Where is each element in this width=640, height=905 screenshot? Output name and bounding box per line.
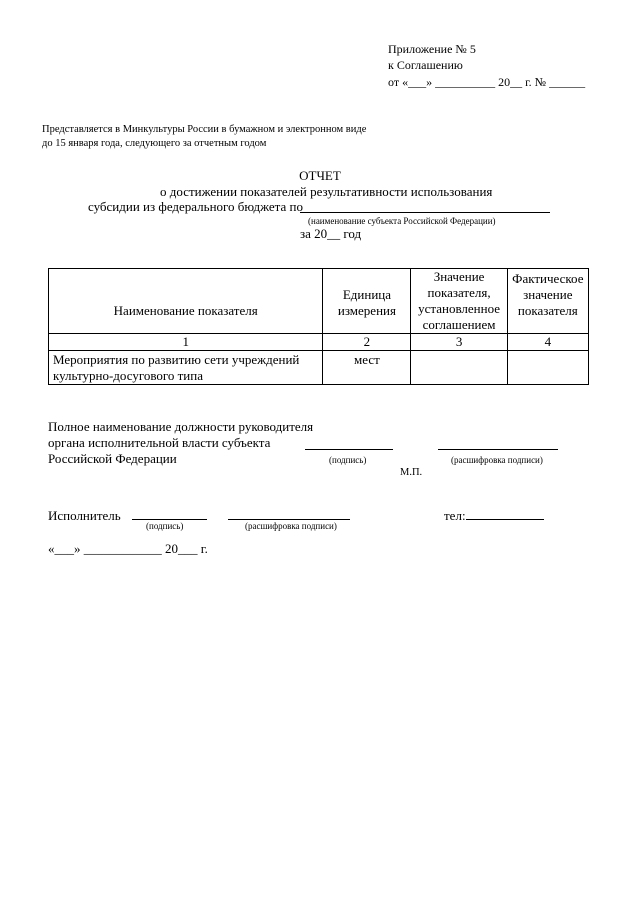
table-row — [49, 351, 589, 385]
submission-note-line1: Представляется в Минкультуры России в бумажном и электронном виде — [42, 124, 367, 135]
head-sign-caption: (подпись) — [329, 455, 367, 465]
header-unit: Единица измерения — [323, 269, 411, 334]
phone-label: тел: — [444, 508, 466, 523]
row-unit: мест — [323, 351, 411, 385]
position-line3: Российской Федерации — [48, 451, 177, 466]
report-year-line: за 20__ год — [300, 226, 362, 241]
appendix-date-line: от «___» __________ 20__ г. № ______ — [388, 75, 586, 89]
head-sign-underline — [305, 449, 393, 450]
stamp-place: М.П. — [400, 467, 423, 478]
header-actual-value: Фактическое значение показателя — [507, 269, 588, 334]
row-indicator-name: Мероприятия по развитию сети учреждений культурно-досугового типа — [49, 351, 323, 385]
column-number: 1 — [49, 334, 323, 351]
row-agreed-value — [411, 351, 507, 385]
head-decrypt-caption: (расшифровка подписи) — [451, 455, 543, 465]
phone-underline — [466, 519, 544, 520]
position-line1: Полное наименование должности руководителя — [48, 419, 314, 434]
executor-decrypt-caption: (расшифровка подписи) — [245, 521, 337, 531]
row-actual-value — [507, 351, 588, 385]
report-table — [48, 268, 589, 385]
column-number: 2 — [323, 334, 411, 351]
header-agreed-value: Значение показателя, установленное соглашением — [411, 269, 507, 334]
header-indicator-name: Наименование показателя — [49, 269, 323, 334]
head-decrypt-underline — [438, 449, 558, 450]
table-number-row — [49, 334, 589, 351]
position-line2: органа исполнительной власти субъекта — [48, 435, 271, 450]
executor-date-line: «___» ____________ 20___ г. — [48, 541, 208, 556]
appendix-to-agreement: к Соглашению — [388, 58, 463, 72]
submission-note-line2: до 15 января года, следующего за отчетным годом — [42, 138, 267, 149]
report-title: ОТЧЕТ — [299, 168, 341, 183]
subject-caption: (наименование субъекта Российской Федерации) — [308, 216, 496, 226]
subject-underline — [300, 212, 550, 213]
appendix-title: Приложение № 5 — [388, 42, 476, 56]
column-number: 4 — [507, 334, 588, 351]
column-number: 3 — [411, 334, 507, 351]
executor-label: Исполнитель — [48, 508, 121, 523]
report-subtitle: о достижении показателей результативности использования — [160, 184, 493, 199]
executor-decrypt-underline — [228, 519, 350, 520]
executor-sign-caption: (подпись) — [146, 521, 184, 531]
executor-sign-underline — [132, 519, 207, 520]
table-header-row — [49, 269, 589, 334]
report-subsidy-prefix: субсидии из федерального бюджета по — [88, 199, 303, 214]
